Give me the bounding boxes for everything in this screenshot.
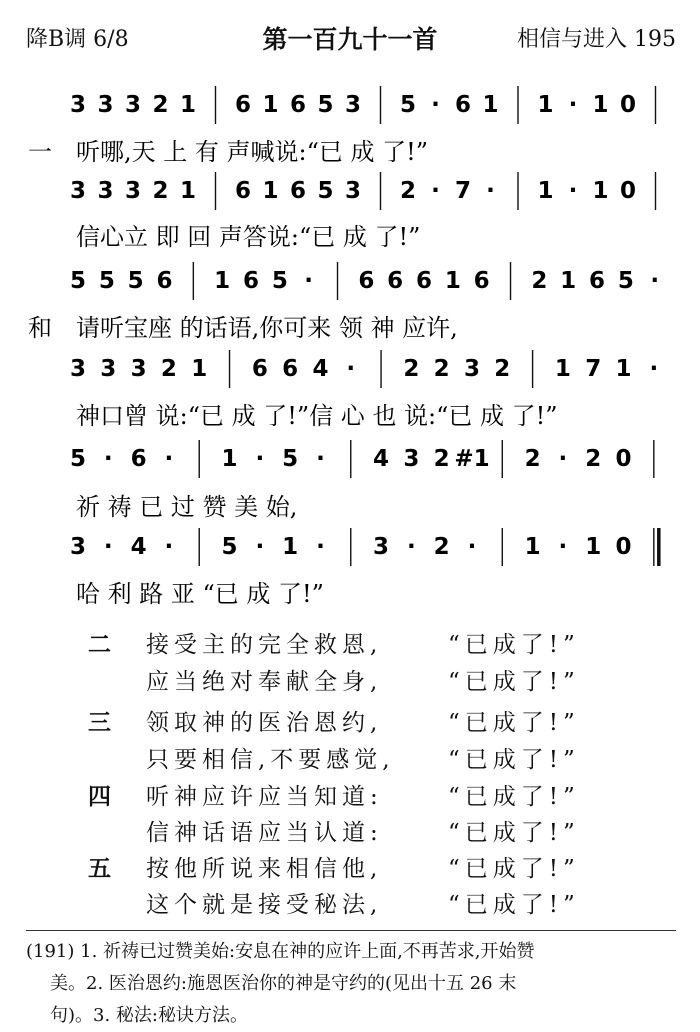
category: 相信与进入 xyxy=(516,27,627,52)
note: 3 xyxy=(100,356,117,382)
verse-refrain: “已成了!” xyxy=(448,632,580,658)
verse-text: 听神应许应当知道: xyxy=(146,784,383,810)
footnote-line: (191) 1. 祈祷已过赞美始:安息在神的应许上面,不再苦求,开始赞 xyxy=(26,941,535,962)
note: 5 xyxy=(69,268,87,294)
lyric-line: 请听宝座 的话语,你可来 领 神 应许, xyxy=(76,314,458,342)
verse-number-1: 和 xyxy=(28,314,52,342)
note: · xyxy=(650,268,660,294)
note: · xyxy=(406,534,416,560)
note: · xyxy=(103,446,113,472)
note: · xyxy=(568,92,578,118)
note: 6 xyxy=(416,268,433,294)
note: 6 xyxy=(282,356,299,382)
note: 6 xyxy=(234,178,252,204)
key-signature: 降B调 6/8 xyxy=(26,27,129,52)
verse-refrain: “已成了!” xyxy=(448,820,580,846)
note: 1 xyxy=(262,92,279,118)
note: 3 xyxy=(69,178,87,204)
verse-text: 按他所说来相信他, xyxy=(146,856,383,882)
verse-text: 信神话语应当认道: xyxy=(146,820,383,846)
footnote-line: 美。2. 医治恩约:施恩医治你的神是守约的(见出十五 26 末 xyxy=(50,973,517,994)
note: 2 xyxy=(160,356,177,382)
note: · xyxy=(558,534,568,560)
note: 1 xyxy=(444,268,461,294)
note: 1 xyxy=(179,92,197,118)
note: 6 xyxy=(589,268,606,294)
note: 1 xyxy=(554,356,571,382)
lyric-line: 祈 祷 已 过 赞 美 始, xyxy=(76,493,298,521)
note: 1 xyxy=(179,178,197,204)
note: 5 xyxy=(271,268,288,294)
verse-number: 四 xyxy=(88,783,116,810)
note: · xyxy=(346,356,356,382)
note: 1 xyxy=(560,268,577,294)
verse-number: 二 xyxy=(88,631,116,658)
page-number: 195 xyxy=(634,27,676,52)
note: 1 xyxy=(221,446,238,472)
note: · xyxy=(304,268,314,294)
note: 2 xyxy=(524,446,541,472)
verse-refrain: “已成了!” xyxy=(448,892,580,918)
note: 5 xyxy=(98,268,115,294)
note: 3 xyxy=(344,92,362,118)
note: 2 xyxy=(585,446,602,472)
note: 4 xyxy=(373,446,390,472)
note: 2 xyxy=(531,268,548,294)
note: · xyxy=(649,356,659,382)
note: · xyxy=(255,534,265,560)
note: 3 xyxy=(344,178,362,204)
note: 3 xyxy=(403,446,420,472)
lyric-line: 神口曾 说:“已 成 了!”信 心 也 说:“已 成 了!” xyxy=(76,402,558,430)
note: 5 xyxy=(127,268,144,294)
verse-text: 这个就是接受秘法, xyxy=(146,892,383,918)
note: 3 xyxy=(373,534,390,560)
note: 4 xyxy=(312,356,329,382)
verse-number: 五 xyxy=(88,855,116,882)
verse-refrain: “已成了!” xyxy=(448,784,580,810)
hymn-title: 第一百九十一首 xyxy=(262,25,438,54)
note: 7 xyxy=(585,356,602,382)
verse-text: 领取神的医治恩约, xyxy=(146,710,383,736)
note: 1 xyxy=(262,178,279,204)
verse-refrain: “已成了!” xyxy=(448,856,580,882)
note: 6 xyxy=(251,356,268,382)
note: 3 xyxy=(69,356,87,382)
note: 2 xyxy=(494,356,511,382)
note: 5 xyxy=(317,92,334,118)
lyric-line: 信心立 即 回 声答说:“已 成 了!” xyxy=(76,223,421,251)
note: 2 xyxy=(403,356,420,382)
note: 3 xyxy=(97,178,114,204)
lyric-line: 哈 利 路 亚 “已 成 了!” xyxy=(76,580,324,608)
note: 4 xyxy=(130,534,147,560)
note: · xyxy=(103,534,113,560)
footnote-line: 句)。3. 秘法:秘诀方法。 xyxy=(50,1005,248,1026)
note: · xyxy=(255,446,265,472)
verse-text: 应当绝对奉献全身, xyxy=(146,669,383,695)
note: · xyxy=(467,534,477,560)
verse-text: 接受主的完全救恩, xyxy=(146,632,383,658)
note: 3 xyxy=(69,92,87,118)
note: 6 xyxy=(156,268,173,294)
note: 1 xyxy=(282,534,299,560)
note: 2 xyxy=(152,178,169,204)
note: 3 xyxy=(124,92,142,118)
note: · xyxy=(164,446,174,472)
note: 1 xyxy=(537,92,554,118)
note: 3 xyxy=(124,178,142,204)
note: 1 xyxy=(482,92,499,118)
note: · xyxy=(431,178,440,204)
note: 1 xyxy=(524,534,541,560)
note: · xyxy=(558,446,568,472)
verse-text: 只要相信,不要感觉, xyxy=(146,747,395,773)
note: 2 xyxy=(399,178,417,204)
verse-number-1: 一 xyxy=(28,138,52,166)
note: 0 xyxy=(615,534,632,560)
note: · xyxy=(431,92,440,118)
note: 1 xyxy=(592,92,609,118)
note: 1 xyxy=(585,534,602,560)
note: · xyxy=(568,178,578,204)
note: 6 xyxy=(130,446,147,472)
note: · xyxy=(164,534,174,560)
note: 6 xyxy=(243,268,260,294)
note: 0 xyxy=(619,178,637,204)
note: 6 xyxy=(289,92,307,118)
note: #1 xyxy=(454,446,490,472)
note: 1 xyxy=(191,356,208,382)
note: 3 xyxy=(97,92,114,118)
note: 5 xyxy=(617,268,634,294)
note: 6 xyxy=(358,268,375,294)
lyric-line: 听哪,天 上 有 声喊说:“已 成 了!” xyxy=(76,138,429,166)
note: 1 xyxy=(214,268,231,294)
note: 5 xyxy=(282,446,299,472)
note: 2 xyxy=(152,92,169,118)
verse-refrain: “已成了!” xyxy=(448,747,580,773)
note: 2 xyxy=(433,446,450,472)
note: 6 xyxy=(387,268,404,294)
note: 3 xyxy=(130,356,147,382)
verse-number: 三 xyxy=(88,709,116,736)
note: 1 xyxy=(592,178,609,204)
note: 5 xyxy=(221,534,238,560)
note: 6 xyxy=(454,92,472,118)
note: 2 xyxy=(433,534,450,560)
note: 6 xyxy=(473,268,490,294)
note: 2 xyxy=(433,356,450,382)
note: 3 xyxy=(463,356,480,382)
note: 6 xyxy=(289,178,307,204)
note: 0 xyxy=(615,446,632,472)
verse-refrain: “已成了!” xyxy=(448,669,580,695)
note: 5 xyxy=(317,178,334,204)
note: 1 xyxy=(615,356,632,382)
verse-refrain: “已成了!” xyxy=(448,710,580,736)
note: 5 xyxy=(69,446,87,472)
note: 6 xyxy=(234,92,252,118)
note: 1 xyxy=(537,178,554,204)
note: 7 xyxy=(454,178,472,204)
note: · xyxy=(316,446,325,472)
note: 0 xyxy=(619,92,637,118)
note: · xyxy=(316,534,325,560)
note: 5 xyxy=(399,92,417,118)
note: · xyxy=(486,178,495,204)
footnote-divider xyxy=(26,930,676,931)
note: 3 xyxy=(69,534,87,560)
